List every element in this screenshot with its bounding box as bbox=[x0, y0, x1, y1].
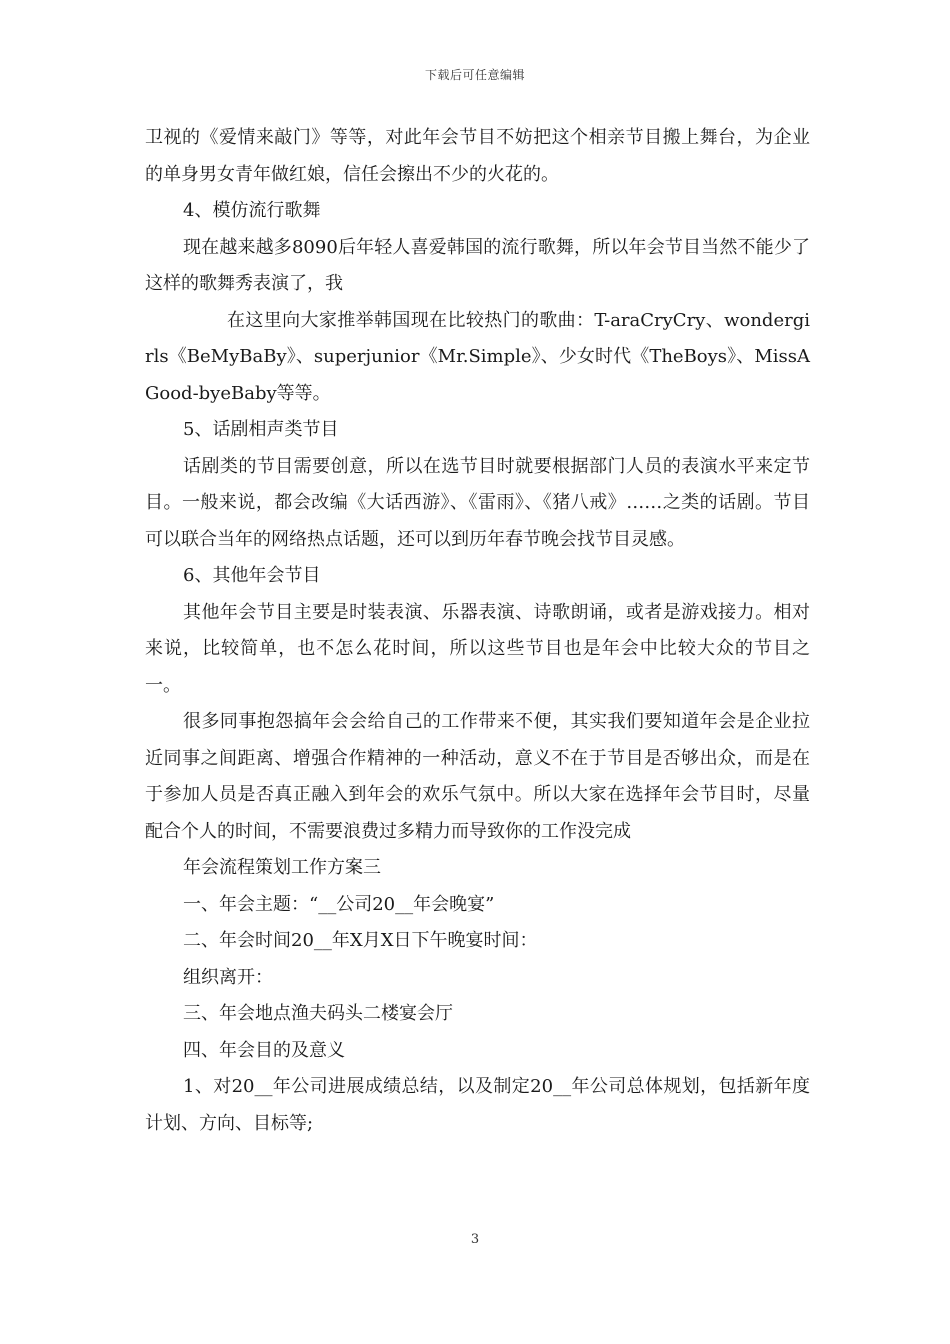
item-departure: 组织离开： bbox=[183, 966, 273, 988]
item-theme: 一、年会主题：“__公司20__年会晚宴” bbox=[183, 893, 495, 915]
paragraph-colleague-complaints: 很多同事抱怨搞年会会给自己的工作带来不便，其实我们要知道年会是企业拉近同事之间距离、增强合作精神的一种活动，意义不在于节目是否够出众，而是在于参加人员是否真正融入到年会的欢乐气氛中。所以大家在选择年会节目时，尽量配合个人的时间，不需要浪费过多精力而导致你的工作没完成 bbox=[145, 711, 810, 842]
paragraph-korean-songs: 在这里向大家推举韩国现在比较热门的歌曲：T-araCryCry、wondergirls《BeMyBaBy》、superjunior《Mr.Simple》、少女时代《TheBoys》、MissAGood-byeBaby等等。 bbox=[145, 309, 810, 404]
item-purpose: 四、年会目的及意义 bbox=[183, 1039, 345, 1061]
heading-plan-three: 年会流程策划工作方案三 bbox=[183, 857, 381, 878]
paragraph-matchmaking: 卫视的《爱情来敲门》等等，对此年会节目不妨把这个相亲节目搬上舞台，为企业的单身男女青年做红娘，信任会擦出不少的火花的。 bbox=[145, 127, 810, 185]
paragraph-pop-dance: 现在越来越多8090后年轻人喜爱韩国的流行歌舞，所以年会节目当然不能少了这样的歌舞秀表演了，我 bbox=[145, 236, 810, 294]
page-header: 下载后可任意编辑 bbox=[424, 68, 525, 82]
document-body bbox=[145, 120, 810, 1142]
item-time: 二、年会时间20__年X月X日下午晚宴时间： bbox=[183, 930, 538, 951]
item-location: 三、年会地点渔夫码头二楼宴会厅 bbox=[183, 1003, 453, 1024]
paragraph-drama: 话剧类的节目需要创意，所以在选节目时就要根据部门人员的表演水平来定节目。一般来说，都会改编《大话西游》、《雷雨》、《猪八戒》……之类的话剧。节目可以联合当年的网络热点话题，还可以到历年春节晚会找节目灵感。 bbox=[145, 455, 810, 550]
heading-drama: 5、话剧相声类节目 bbox=[183, 419, 339, 440]
heading-other-programs: 6、其他年会节目 bbox=[183, 565, 321, 586]
item-purpose-1: 1、对20__年公司进展成绩总结，以及制定20__年公司总体规划，包括新年度计划、方向、目标等; bbox=[145, 1076, 810, 1134]
page-number: 3 bbox=[470, 1232, 480, 1247]
paragraph-other-programs: 其他年会节目主要是时装表演、乐器表演、诗歌朗诵，或者是游戏接力。相对来说，比较简单，也不怎么花时间，所以这些节目也是年会中比较大众的节目之一。 bbox=[145, 601, 810, 696]
heading-pop-dance: 4、模仿流行歌舞 bbox=[183, 200, 321, 221]
